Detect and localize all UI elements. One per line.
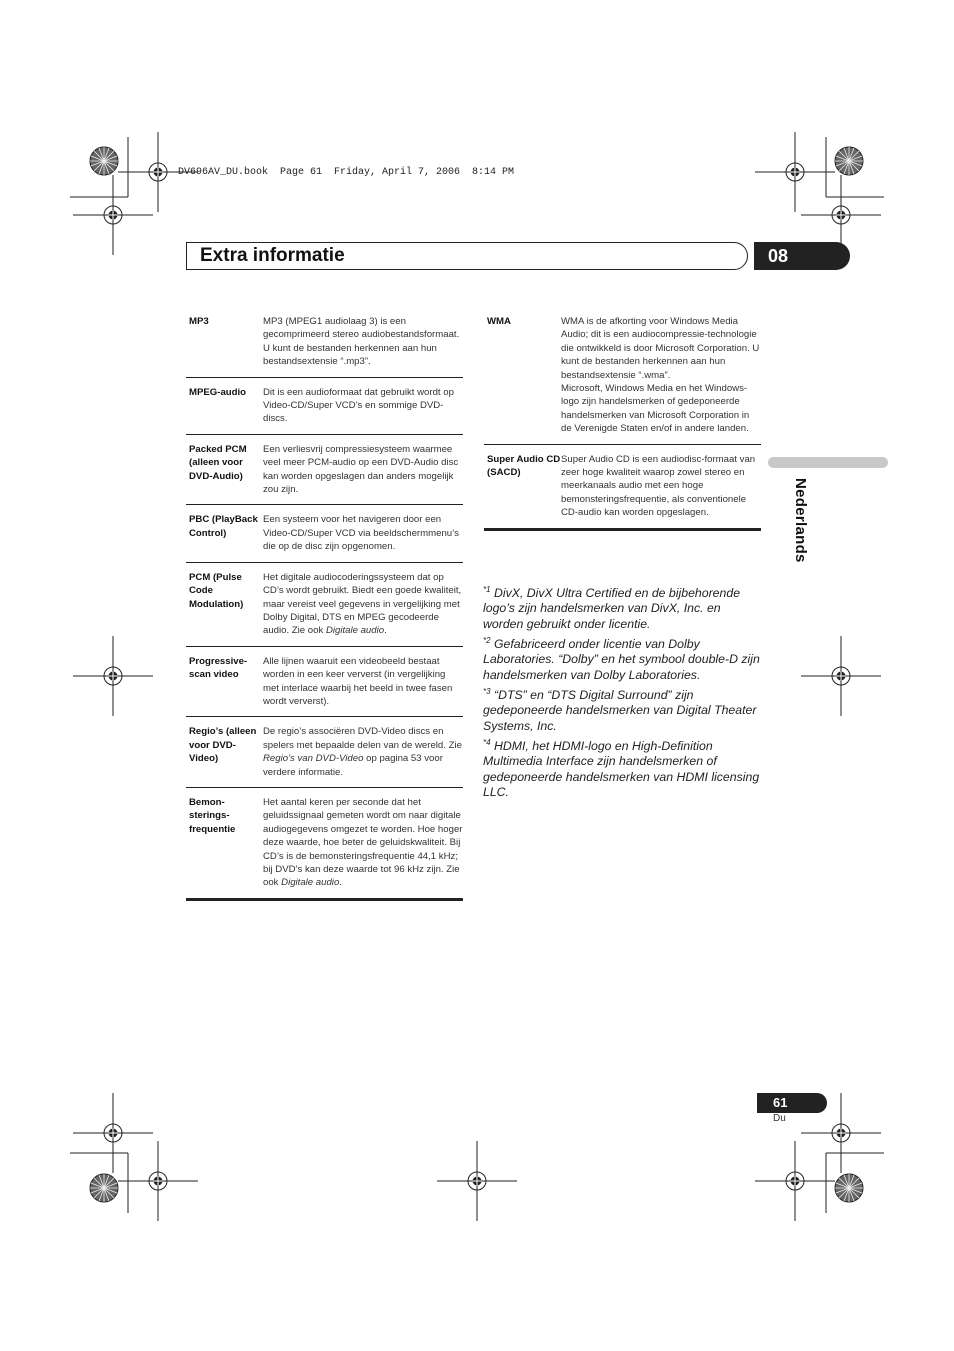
footnote-mark: *2	[483, 636, 491, 645]
glossary-definition: Een systeem voor het navigeren door een Video-CD/Super VCD via beeldschermmenu’s die op de disc zijn opgenomen.	[263, 514, 459, 553]
glossary-definition: MP3 (MPEG1 audiolaag 3) is een gecomprimeerd stereo audiobestandsformaat. U kunt de bestanden herkennen aan hun bestandsextensie “.mp3”.	[263, 316, 460, 368]
glossary-definition: Super Audio CD is een audiodisc-formaat van zeer hoge kwaliteit waarop zowel stereo en meerkanaals audio met een hoge bemonsteringsfrequentie, als conventionele CD-audio kan worden opgeslagen.	[561, 453, 756, 519]
glossary-definition: Alle lijnen waaruit een videobeeld bestaat worden in een keer ververst (in vergelijking met interlace waarbij het beeld in twee fasen wordt ververst).	[263, 655, 453, 707]
glossary-term: MPEG-audio	[189, 386, 247, 398]
footnote-mark: *1	[483, 585, 491, 594]
glossary-row	[484, 445, 761, 531]
glossary-term: MP3	[189, 316, 209, 327]
footnote: $^{*4}$ HDMI, het HDMI-logo en High-Definition Multimedia Interface zijn handelsmerken of gedeponeerde handelsmerken van HDMI licensing LLC.	[483, 738, 760, 800]
glossary-term: Packed PCM (alleen voor DVD-Audio)	[189, 443, 247, 482]
cross-reference: Digitale audio	[325, 625, 385, 637]
glossary-definition: Het digitale audiocoderingssysteem dat op CD’s wordt gebruikt. Biedt een goede kwaliteit, maar vereist veel gegevens in vergelijking met Dolby Digital, DTS en MPEG gecodeerde audio. Zie ook Digitale audio.	[263, 571, 462, 637]
footnote-mark: *3	[483, 687, 491, 696]
page-title: Extra informatie	[200, 245, 345, 266]
footnote-mark: *4	[483, 738, 491, 747]
glossary-row	[186, 505, 463, 562]
glossary-definition: Een verliesvrij compressiesysteem waarmee veel meer PCM-audio op een DVD-Audio disc kan worden opgeslagen dan anders mogelijk zou zijn.	[263, 443, 459, 496]
glossary-term: Progressive-scan video	[189, 655, 248, 681]
glossary-term: Super Audio CD (SACD)	[487, 453, 561, 479]
footnote: $^{*3}$ “DTS” en “DTS Digital Surround” zijn gedeponeerde handelsmerken van Digital Theater Systems, Inc.	[483, 687, 757, 733]
cross-reference: Regio’s van DVD-Video	[263, 753, 364, 765]
footnote: $^{*2}$ Gefabriceerd onder licentie van Dolby Laboratories. “Dolby” en het symbool double-D zijn handelsmerken van Dolby Laboratories.	[483, 636, 760, 682]
glossary-row	[186, 378, 463, 435]
glossary-definition: Het aantal keren per seconde dat het geluidssignaal gemeten wordt om naar digitale audiogegevens omgezet te worden. Hoe hoger deze waarde, hoe beter de geluidskwaliteit. Bij CD’s is de bemonsteringsfrequentie 44,1 kHz; bij DVD’s kan deze waarde tot 96 kHz zijn. Zie ook Digitale audio.	[263, 796, 463, 889]
cross-reference: Digitale audio	[281, 877, 340, 889]
glossary-row	[186, 788, 463, 901]
glossary-definition: WMA is de afkorting voor Windows Media Audio; dit is een audiocompressie-technologie die ontwikkeld is door Microsoft Corporation. U kunt de bestanden herkennen aan hun bestandsextensie “.wma”. Microsoft, Windows Media en het Windows-logo zijn handelsmerken of gedeponeerde handelsmerken van Microsoft Corporation in de Verenigde Staten en/of in andere landen.	[561, 316, 760, 435]
glossary-row	[186, 307, 463, 378]
glossary-term: PCM (Pulse Code Modulation)	[189, 571, 244, 610]
glossary-term: Regio’s (alleen voor DVD-Video)	[189, 726, 257, 765]
glossary-row	[186, 435, 463, 506]
page-number: 61	[757, 1093, 827, 1113]
glossary-term: PBC (PlayBack Control)	[189, 514, 258, 539]
glossary-row	[186, 647, 463, 718]
glossary-row	[484, 307, 761, 445]
chapter-number: 08	[754, 242, 850, 270]
glossary-table-left	[186, 307, 463, 901]
language-tab-bar	[768, 457, 888, 468]
glossary-definition: Dit is een audioformaat dat gebruikt wordt op Video-CD/Super VCD’s en sommige DVD-discs.	[263, 386, 454, 425]
glossary-term: WMA	[487, 316, 511, 327]
glossary-row	[186, 717, 463, 788]
glossary-row	[186, 563, 463, 647]
page-language: Du	[773, 1113, 786, 1124]
footnote: $^{*1}$ DivX, DivX Ultra Certified en de bijbehorende logo’s zijn handelsmerken van DivX, Inc. en worden gebruikt onder licentie.	[483, 585, 741, 631]
glossary-definition: De regio’s associëren DVD-Video discs en spelers met bepaalde delen van de wereld. Zie Regio’s van DVD-Video op pagina 53 voor verdere informatie.	[263, 726, 462, 778]
book-info-line: DV696AV_DU.book Page 61 Friday, April 7, 2006 8:14 PM	[178, 167, 515, 178]
language-label: Nederlands	[792, 478, 809, 563]
glossary-table-right	[484, 307, 761, 531]
glossary-term: Bemon-sterings-frequentie	[189, 796, 236, 835]
